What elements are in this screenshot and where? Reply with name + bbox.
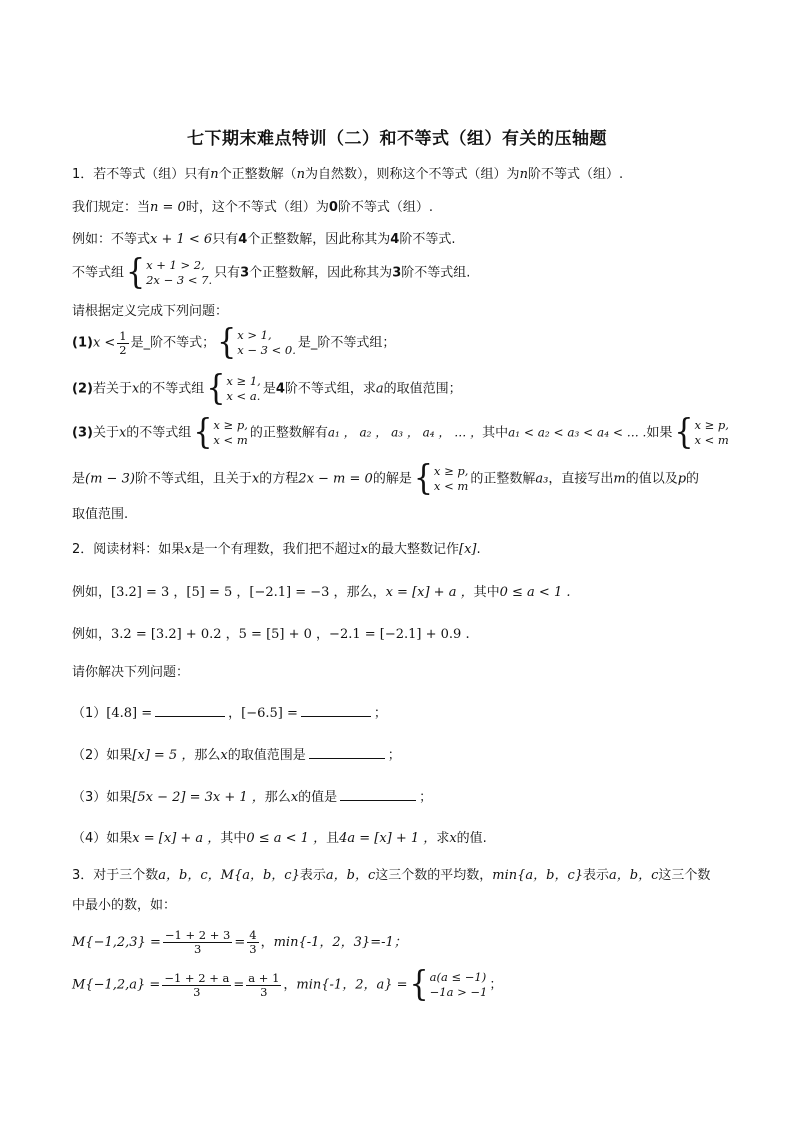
- inequality-system: { x > 1, x − 3 < 0.: [217, 322, 296, 363]
- q2-sub3: （3）如果[5x − 2] = 3x + 1 ，那么x的值是 ；: [72, 786, 432, 808]
- q2-sub1: （1）[4.8] = ，[−6.5] = ；: [72, 702, 387, 724]
- q1-part3-cont: 是(m − 3)阶不等式组，且关于x的方程2x − m = 0的解是 { x ≥ p, x < m 的正整数解a₃，直接写出m的值以及p的: [72, 458, 700, 499]
- fraction: $\frac{-1 + 2 + a}{3}$: [164, 970, 230, 999]
- fraction: $\frac{a + 1}{3}$: [248, 970, 280, 999]
- fraction: $\frac{4}{3}$: [249, 928, 257, 956]
- q2-example1: 例如，[3.2] = 3 ，[5] = 5 ，[−2.1] = −3 ，那么，x = [x] + a ，其中0 ≤ a < 1 .: [72, 585, 571, 600]
- answer-blank[interactable]: [309, 744, 385, 759]
- q1-part2: (2)若关于x的不等式组 { x ≥ 1, x < a. 是4阶不等式组，求a的取值范围；: [72, 368, 462, 409]
- page-title: 七下期末难点特训（二）和不等式（组）有关的压轴题: [187, 129, 607, 149]
- q1-part3: (3)关于x的不等式组 { x ≥ p, x < m 的正整数解有a₁ ， a₂ ， a₃ ， a₄ ， … ，其中a₁ < a₂ < a₃ < a₄ < … .如果 { x ≥ p, x < m: [72, 412, 729, 453]
- q1-intro: 1．若不等式（组）只有n个正整数解（n为自然数），则称这个不等式（组）为n阶不等式（组）.: [72, 167, 624, 182]
- piecewise-system: { a(a ≤ −1) −1a > −1: [409, 964, 488, 1005]
- q3-example2: M{−1,2,a} = $\frac{-1 + 2 + a}{3}$ = $\frac{a + 1}{3}$ ，min{-1，2，a} = { a(a ≤ −1) −1a > −1 ；: [72, 964, 503, 1005]
- q1-example: 例如：不等式x + 1 < 6只有4个正整数解，因此称其为4阶不等式.: [72, 232, 456, 247]
- q2-instructions: 请你解决下列问题：: [72, 665, 190, 680]
- q1-part3-end: 取值范围.: [72, 507, 129, 522]
- q2-sub2: （2）如果[x] = 5 ，那么x的取值范围是 ；: [72, 744, 401, 766]
- q1-example-system: 不等式组 { x + 1 > 2, 2x − 3 < 7. 只有3个正整数解，因此称其为3阶不等式组.: [72, 252, 471, 293]
- fraction: $\frac{-1 + 2 + 3}{3}$: [164, 928, 231, 956]
- q2-example2: 例如，3.2 = [3.2] + 0.2 ，5 = [5] + 0 ，−2.1 = [−2.1] + 0.9 .: [72, 627, 470, 642]
- q1-instructions: 请根据定义完成下列问题：: [72, 304, 229, 319]
- q2-sub4: （4）如果x = [x] + a ，其中0 ≤ a < 1 ，且4a = [x] + 1 ，求x的值.: [72, 831, 487, 846]
- q1-rule: 我们规定：当n = 0时，这个不等式（组）为0阶不等式（组）.: [72, 200, 434, 215]
- inequality-system: { x ≥ p, x < m: [193, 412, 248, 453]
- q3-intro: 3．对于三个数a，b，c，M{a，b，c}表示a，b，c这三个数的平均数，min{a，b，c}表示a，b，c这三个数: [72, 868, 711, 883]
- fraction-half: $\frac{1}{2}$: [119, 328, 127, 357]
- q3-intro-cont: 中最小的数，如：: [72, 898, 177, 913]
- inequality-system: { x ≥ p, x < m: [413, 458, 469, 499]
- q2-intro: 2．阅读材料：如果x是一个有理数，我们把不超过x的最大整数记作[x].: [72, 542, 481, 557]
- answer-blank[interactable]: [301, 702, 371, 717]
- inequality-system: { x + 1 > 2, 2x − 3 < 7.: [126, 252, 213, 293]
- inequality-system: { x ≥ 1, x < a.: [206, 368, 261, 409]
- q1-part1: (1)x < $\frac{1}{2}$ 是_阶不等式； { x > 1, x − 3 < 0. 是_阶不等式组；: [72, 322, 396, 363]
- inequality-system: { x ≥ p, x < m: [674, 412, 729, 453]
- q3-example1: M{−1,2,3} = $\frac{-1 + 2 + 3}{3}$ = $\frac{4}{3}$ ，min{-1，2，3}=-1；: [72, 928, 407, 956]
- answer-blank[interactable]: [155, 702, 225, 717]
- answer-blank[interactable]: [340, 786, 416, 801]
